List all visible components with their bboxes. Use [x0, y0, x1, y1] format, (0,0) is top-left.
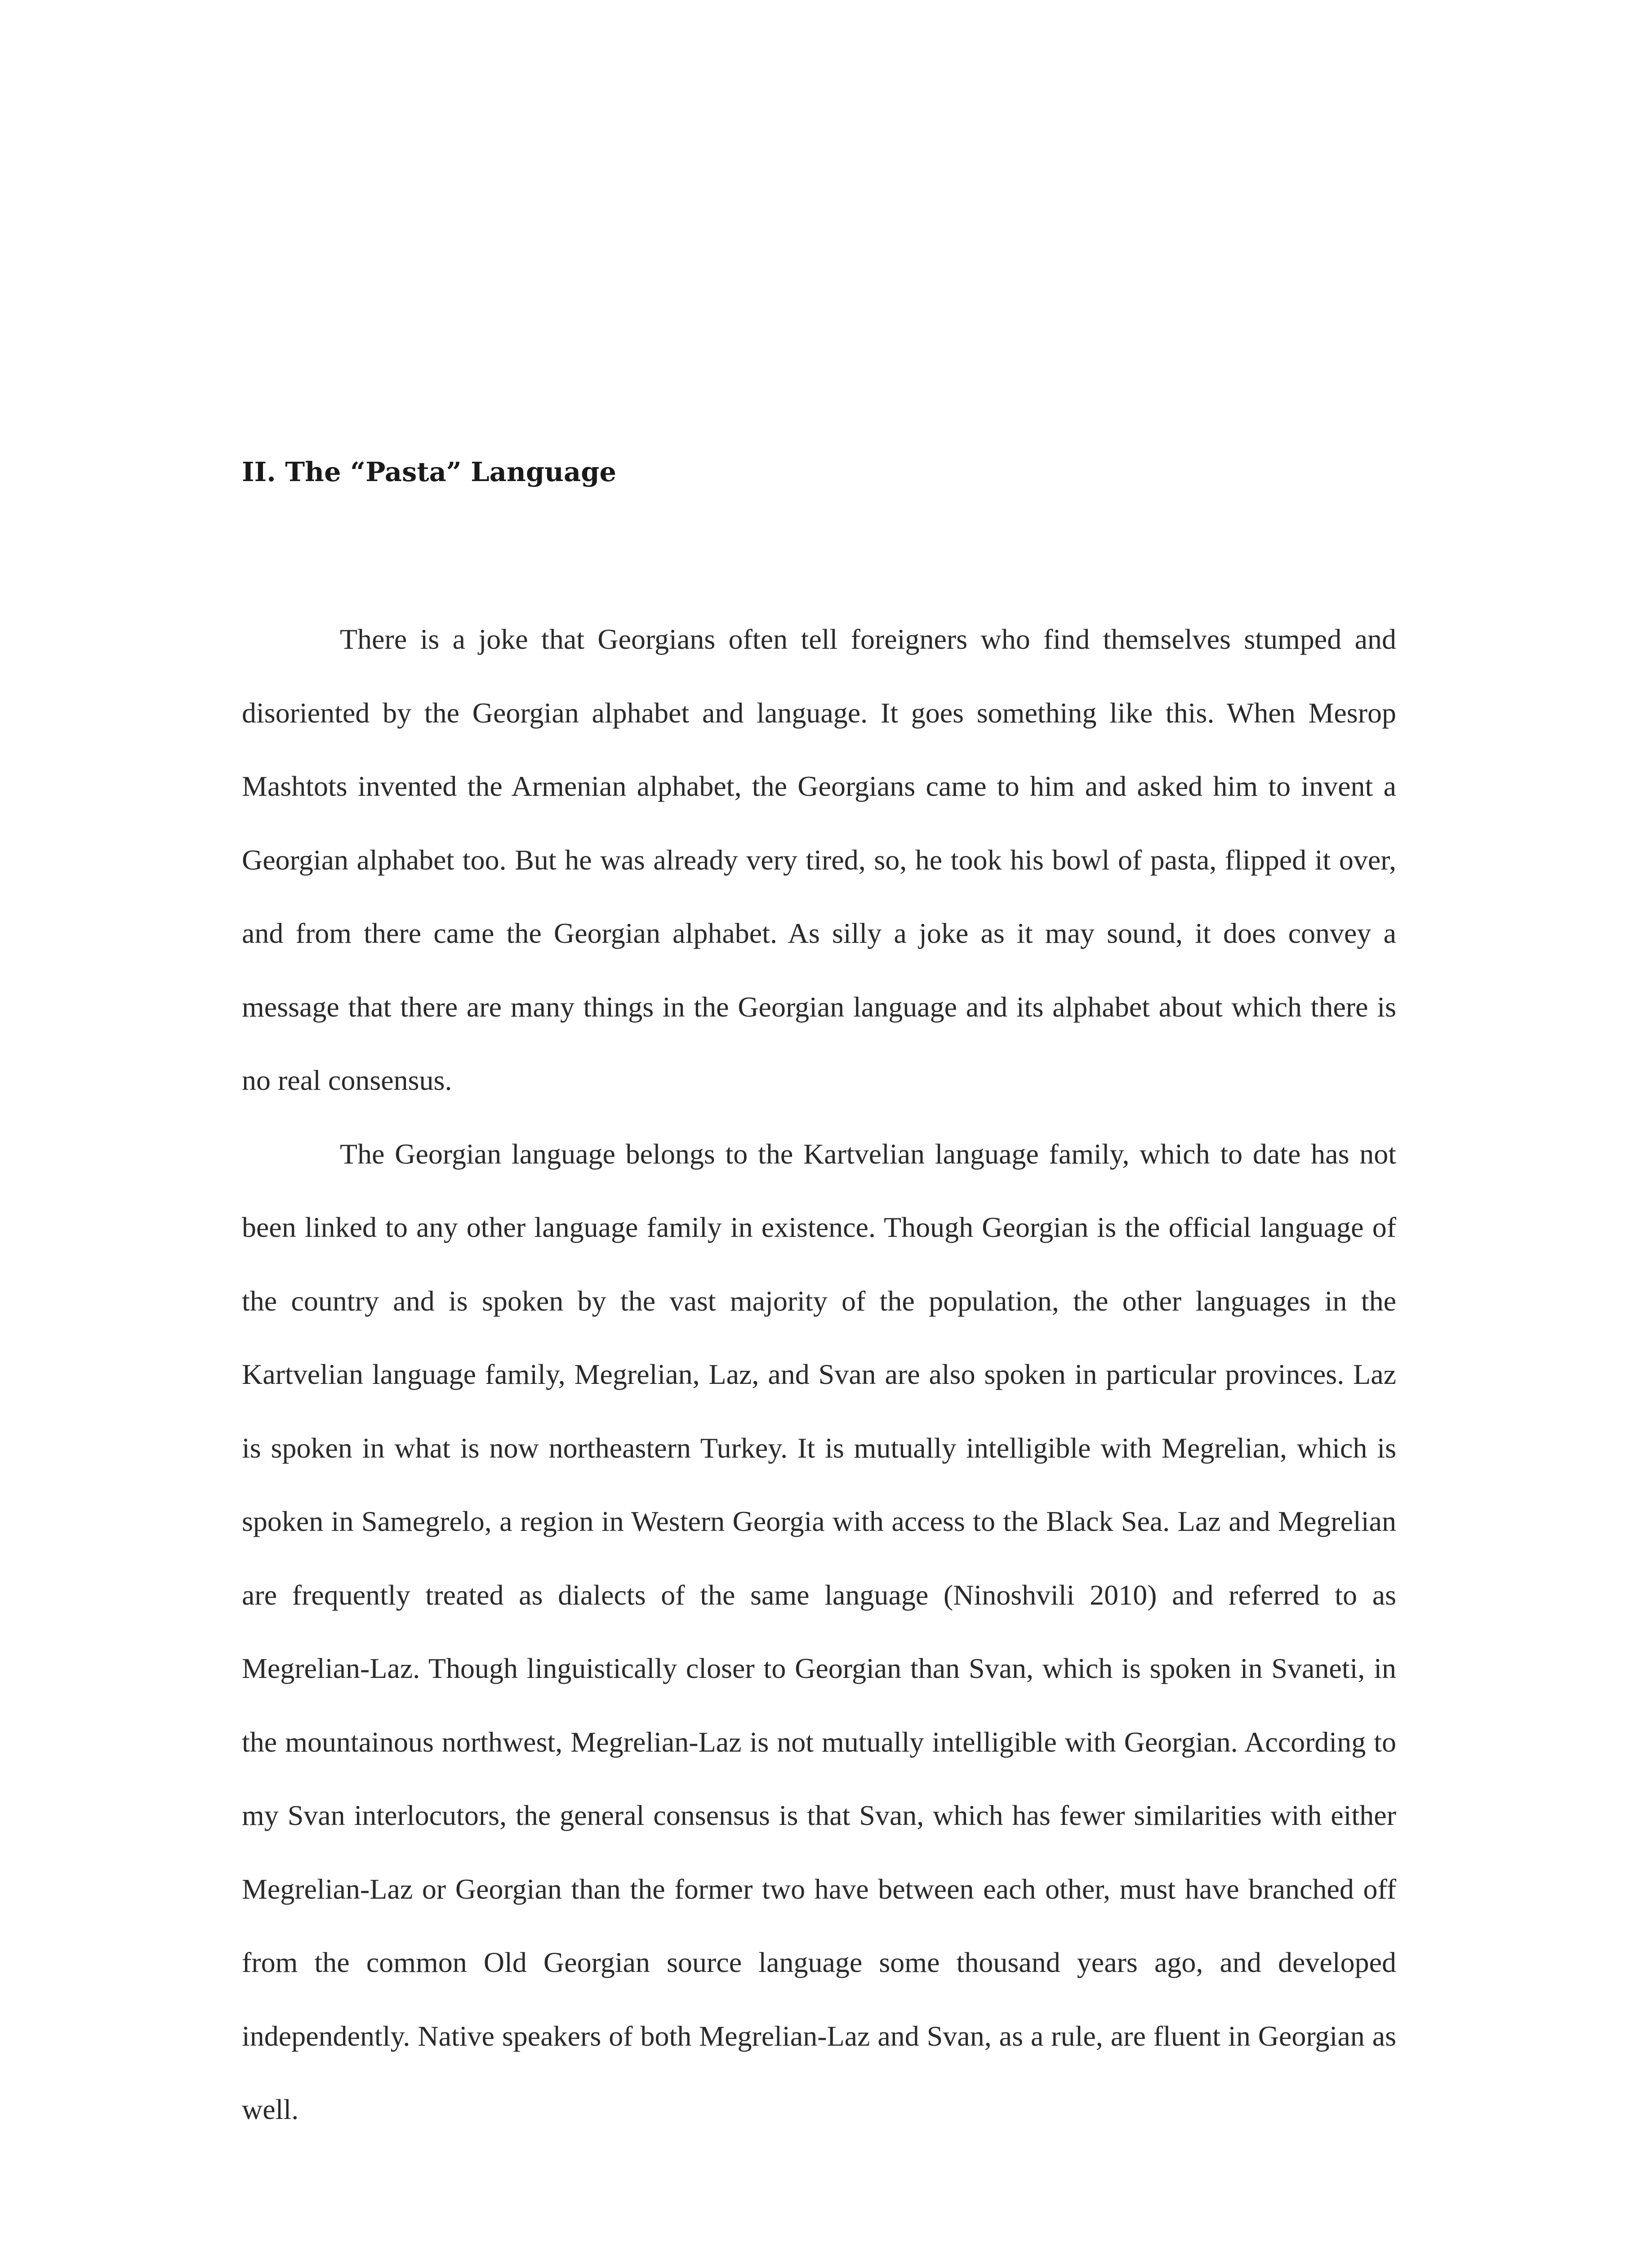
paragraph-pasta-joke: There is a joke that Georgians often tell foreigners who find themselves stumped and disoriented by the Georgian alphabet and language. It goes something like this. When Mesrop Mashtots invented the Armenian alphabet, the Georgians came to him and asked him to invent a Georgian alphabet too. But he was already very tired, so, he took his bowl of pasta, flipped it over, and from there came the Georgian alphabet. As silly a joke as it may sound, it does convey a message that there are many things in the Georgian language and its alphabet about which there is no real consensus. — [242, 623, 1396, 1096]
body-text — [242, 602, 1396, 2146]
section-heading: II. The “Pasta” Language — [242, 456, 617, 487]
paragraph-kartvelian-languages: The Georgian language belongs to the Kartvelian language family, which to date has not been linked to any other language family in existence. Though Georgian is the official language of the country and is spoken by the vast majority of the population, the other languages in the Kartvelian language family, Megrelian, Laz, and Svan are also spoken in particular provinces. Laz is spoken in what is now northeastern Turkey. It is mutually intelligible with Megrelian, which is spoken in Samegrelo, a region in Western Georgia with access to the Black Sea. Laz and Megrelian are frequently treated as dialects of the same language (Ninoshvili 2010) and referred to as Megrelian-Laz. Though linguistically closer to Georgian than Svan, which is spoken in Svaneti, in the mountainous northwest, Megrelian-Laz is not mutually intelligible with Georgian. According to my Svan interlocutors, the general consensus is that Svan, which has fewer similarities with either Megrelian-Laz or Georgian than the former two have between each other, must have branched off from the common Old Georgian source language some thousand years ago, and developed independently. Native speakers of both Megrelian-Laz and Svan, as a rule, are fluent in Georgian as well. — [242, 1137, 1396, 2125]
